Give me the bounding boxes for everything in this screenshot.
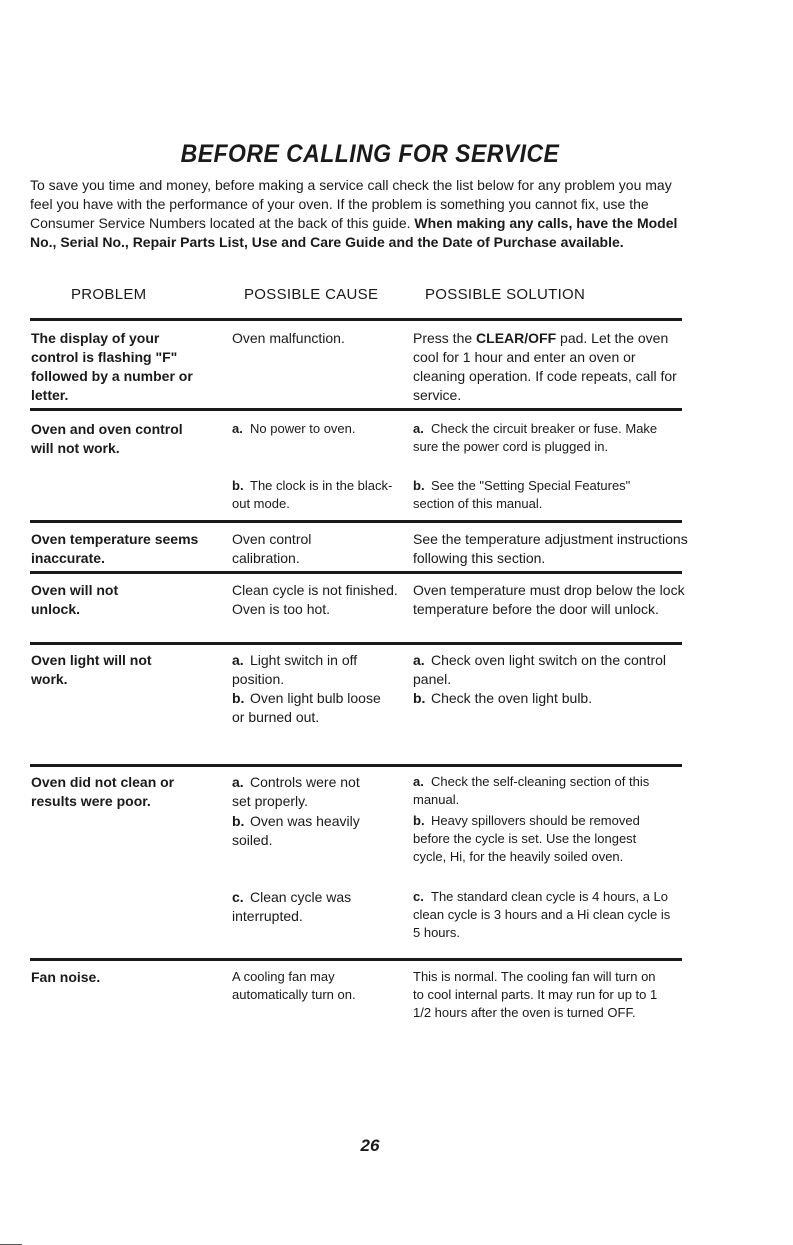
row-divider	[30, 958, 682, 961]
row-divider	[30, 642, 682, 645]
cause-item	[232, 812, 382, 850]
list-key: a.	[413, 774, 424, 789]
list-key: c.	[413, 889, 424, 904]
intro-bold-text: When making any calls, have the Model No., Serial No., Repair Parts List, Use and Care Guide and the Date of Purchase available.	[30, 215, 678, 250]
problem-cell: Oven will not unlock.	[31, 582, 119, 617]
row-divider	[30, 408, 682, 411]
cause-text: Light switch in off position.	[232, 652, 358, 687]
problem-cell: Oven did not clean or results were poor.	[31, 774, 175, 809]
problem-cell: The display of your control is flashing "F" followed by a number or letter.	[31, 330, 193, 403]
solution-text: Heavy spillovers should be removed before the cycle is set. Use the longest cycle, Hi, for the heavily soiled oven.	[413, 813, 640, 864]
cause-item	[232, 420, 407, 438]
cause-item	[232, 477, 402, 513]
solution-text: Check the oven light bulb.	[431, 690, 593, 706]
cause-text: Oven was heavily soiled.	[232, 813, 360, 848]
row-divider	[30, 571, 682, 574]
solution-cell	[413, 329, 688, 405]
solution-text: Press the	[413, 330, 477, 346]
solution-text: See the "Setting Special Features" section of this manual.	[413, 478, 631, 511]
cause-text: Clean cycle was interrupted.	[232, 889, 352, 924]
row-divider	[30, 764, 682, 767]
solution-item	[413, 812, 665, 866]
solution-cell: Oven temperature must drop below the lock temperature before the door will unlock.	[413, 582, 685, 617]
clear-off-pad-label: CLEAR/OFF	[476, 330, 557, 346]
cause-item	[232, 651, 392, 689]
list-key: a.	[232, 652, 244, 668]
solution-item	[413, 689, 688, 708]
list-key: c.	[232, 889, 244, 905]
cause-item	[232, 773, 382, 811]
list-key: a.	[413, 421, 424, 436]
solution-item	[413, 888, 675, 942]
list-key: b.	[413, 690, 426, 706]
cause-text: Controls were not set properly.	[232, 774, 360, 809]
problem-cell: Fan noise.	[31, 969, 101, 985]
solution-item	[413, 773, 675, 809]
problem-cell: Oven and oven control will not work.	[31, 421, 183, 456]
list-key: b.	[232, 813, 245, 829]
solution-text: Check oven light switch on the control panel.	[413, 652, 667, 687]
problem-cell: Oven light will not work.	[31, 652, 152, 687]
solution-item	[413, 420, 675, 456]
solution-cell: This is normal. The cooling fan will turn on to cool internal parts. It may run for up to 1 1/2 hours after the oven is turned OFF.	[413, 969, 658, 1020]
cause-text: No power to oven.	[250, 421, 356, 436]
solution-item	[413, 477, 653, 513]
list-key: b.	[232, 478, 244, 493]
solution-text: The standard clean cycle is 4 hours, a Lo clean cycle is 3 hours and a Hi clean cycle is 5 hours.	[413, 889, 671, 940]
list-key: a.	[232, 421, 243, 436]
cause-cell: Clean cycle is not finished. Oven is too hot.	[232, 582, 398, 617]
page-number: 26	[360, 1136, 380, 1155]
column-header-solution: POSSIBLE SOLUTION	[425, 286, 586, 303]
solution-text: Check the self-cleaning section of this manual.	[413, 774, 650, 807]
cause-text: The clock is in the black-out mode.	[232, 478, 393, 511]
list-key: b.	[413, 478, 425, 493]
list-key: a.	[232, 774, 244, 790]
solution-cell: See the temperature adjustment instructions following this section.	[413, 531, 688, 566]
cause-cell: Oven control calibration.	[232, 531, 312, 566]
list-key: a.	[413, 652, 425, 668]
header-divider	[30, 318, 682, 321]
solution-text: Check the circuit breaker or fuse. Make sure the power cord is plugged in.	[413, 421, 658, 454]
list-key: b.	[232, 690, 245, 706]
cause-cell: A cooling fan may automatically turn on.	[232, 969, 356, 1002]
page-title: BEFORE CALLING FOR SERVICE	[180, 140, 560, 168]
row-divider	[30, 520, 682, 523]
intro-paragraph	[30, 176, 690, 252]
cause-text: Oven light bulb loose or burned out.	[232, 690, 381, 725]
problem-cell: Oven temperature seems inaccurate.	[31, 531, 199, 566]
column-header-problem: PROBLEM	[71, 286, 147, 303]
cause-item	[232, 689, 382, 727]
solution-item	[413, 651, 688, 689]
cause-cell: Oven malfunction.	[232, 330, 345, 346]
cause-item	[232, 888, 382, 926]
solution-text: pad. Let the oven cool for 1 hour and enter an oven or cleaning operation. If code repeats, call for service.	[413, 330, 677, 403]
list-key: b.	[413, 813, 425, 828]
column-header-cause: POSSIBLE CAUSE	[244, 286, 379, 303]
intro-text: To save you time and money, before making a service call check the list below for any problem you may feel you have with the performance of your oven. If the problem is something you cannot fix, use the Consumer Service Numbers located at the back of this guide.	[30, 177, 672, 231]
